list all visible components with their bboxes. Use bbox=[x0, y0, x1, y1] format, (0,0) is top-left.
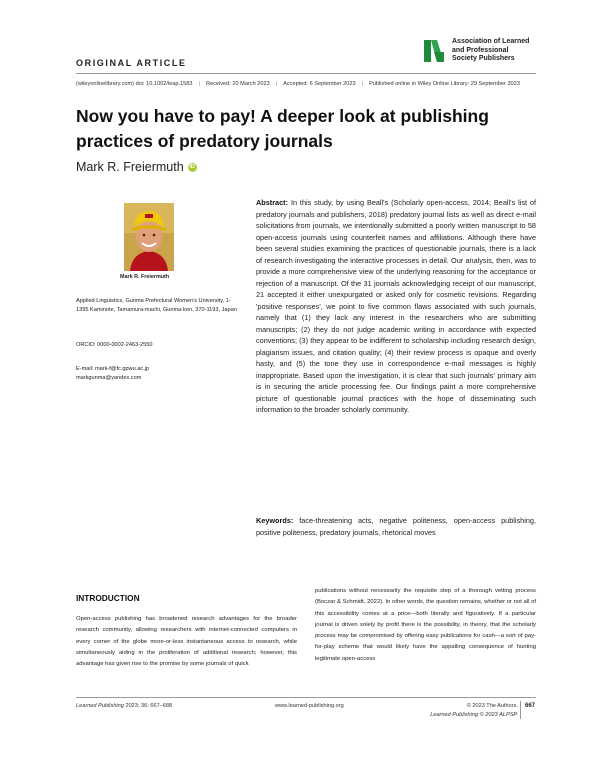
author-orcid[interactable]: ORCID: 0000-0002-2463-2550 bbox=[76, 342, 153, 348]
footer-journal-name: Learned Publishing bbox=[76, 703, 124, 709]
introduction-heading: INTRODUCTION bbox=[76, 593, 140, 603]
abstract-text: In this study, by using Beall's (Scholarly open-access, 2014; Beall's list of predatory journals and publishers, 2018) predatory journal lists as well as direct e-mail solicitations from journals, we intentionally submitted a poorly written manuscript to 58 open-access journals using counterfeit names and affiliations. Although there have been several studies examining the practices of questionable journals, there is a lack of research investigating the interactive processes in detail. Our analysis, then, was to provide a more comprehensive view of the underlying reasoning for the acceptance or rejection of a manuscript. Of the 31 journals acknowledging receipt of our manuscript, 21 accepted it either unexpurgated or asked only for cosmetic revisions. Regarding 'positive responses', we point to five common flaws associated with such journals, namely that (1) they lack any interest in the researchers who are submitting manuscripts; (2) they do not judge academic writing in accordance with expected conventions; (3) they appear to be indifferent to scholarship including research design, plagiarism issues, and citation quality; (4) their review process is opaque and overly hasty, and (5) the tone they use in correspondence e-mail messages is highly inappropriate. Based upon the investigation, it is clear that such journals' primary aim is in securing the article processing fee. Our findings paint a more comprehensive picture of questionable journal practices with the hope of disseminating such information to the broader scholarly community. bbox=[256, 198, 536, 414]
author-photo bbox=[124, 203, 174, 271]
meta-separator: | bbox=[198, 81, 200, 87]
author-line bbox=[76, 160, 197, 174]
footer-citation bbox=[76, 703, 172, 709]
article-title: Now you have to pay! A deeper look at publishing practices of predatory journals bbox=[76, 106, 489, 151]
author-emails bbox=[76, 365, 149, 383]
alpsp-name-line: Society Publishers bbox=[452, 55, 515, 62]
footer-website-link[interactable]: www.learned-publishing.org bbox=[275, 703, 344, 709]
orcid-icon[interactable]: iD bbox=[189, 163, 195, 170]
published-date: Published online in Wiley Online Library: 29 September 2023 bbox=[369, 81, 520, 87]
page-number: 667 bbox=[525, 703, 536, 709]
email-link[interactable]: markgunma@yandex.com bbox=[76, 375, 142, 381]
alpsp-name-line: and Professional bbox=[452, 46, 509, 54]
keywords-label: Keywords: bbox=[256, 516, 294, 525]
footer-copyright-line: Learned Publishing © 2023 ALPSP. bbox=[430, 711, 518, 718]
meta-separator: | bbox=[275, 81, 278, 87]
author-affiliation: Applied Linguistics, Gunma Prefectural Women's University, 1-1395 Kaminote, Tamamura-machi, Gunma-ken, 370-1193, Japan bbox=[76, 298, 237, 314]
abstract-label: Abstract: bbox=[256, 198, 289, 207]
alpsp-name-line: Association of Learned bbox=[452, 38, 530, 45]
footer-copyright-line: © 2023 The Authors. bbox=[466, 703, 518, 709]
introduction-column-1: Open-access publishing has broadened research advantages for the broader research community, allowing researchers with internet-connected computers in every corner of the globe more-or-less instantaneous access to research, while simultaneously aiding in the proliferation of additional research; however, this advantage has given rise to the promise by some journals of quick bbox=[76, 616, 297, 668]
article-type-label: ORIGINAL ARTICLE bbox=[76, 58, 187, 68]
author-name: Mark R. Freiermuth bbox=[76, 160, 184, 174]
alpsp-name bbox=[452, 38, 529, 64]
header-rule bbox=[76, 73, 536, 74]
alpsp-logo[interactable] bbox=[422, 38, 529, 64]
publication-metadata bbox=[76, 81, 536, 87]
meta-separator: | bbox=[361, 81, 364, 87]
photo-caption: Mark R. Freiermuth bbox=[120, 274, 170, 280]
accepted-date: Accepted: 6 September 2023 bbox=[283, 81, 356, 87]
received-date: Received: 20 March 2023 bbox=[205, 81, 270, 87]
keywords-text: face-threatening acts, negative politeness, open-access publishing, positive politeness, predatory journals, rhetorical moves bbox=[256, 516, 536, 537]
email-link[interactable]: E-mail: mark-f@fc.gpwu.ac.jp bbox=[76, 366, 150, 372]
introduction-column-2: publications without necessarily the requisite step of a thorough vetting process (Boczar & Schmidt, 2022). In other words, the question remains, whether or not all of this accessibility comes at a price—both literally and figuratively. If a particular journal is driven solely by profit there is the possibility, in theory, that the scholarly process may be compromised by offering easy publications for cash—a sort of pay-for-play scheme that would likely have the appalling consequence of hunting legitimate open-access bbox=[315, 588, 536, 662]
footer-copyright bbox=[418, 702, 518, 719]
doi-text[interactable]: (wileyonlinelibrary.com) doi: 10.1002/leap.1583 bbox=[76, 81, 193, 87]
keywords bbox=[256, 515, 536, 538]
footer-separator bbox=[520, 701, 521, 719]
abstract bbox=[256, 197, 536, 416]
footer-rule bbox=[76, 697, 536, 698]
footer-volume: 2023; 36: 667–688 bbox=[123, 703, 173, 709]
alpsp-logo-icon bbox=[422, 38, 446, 64]
